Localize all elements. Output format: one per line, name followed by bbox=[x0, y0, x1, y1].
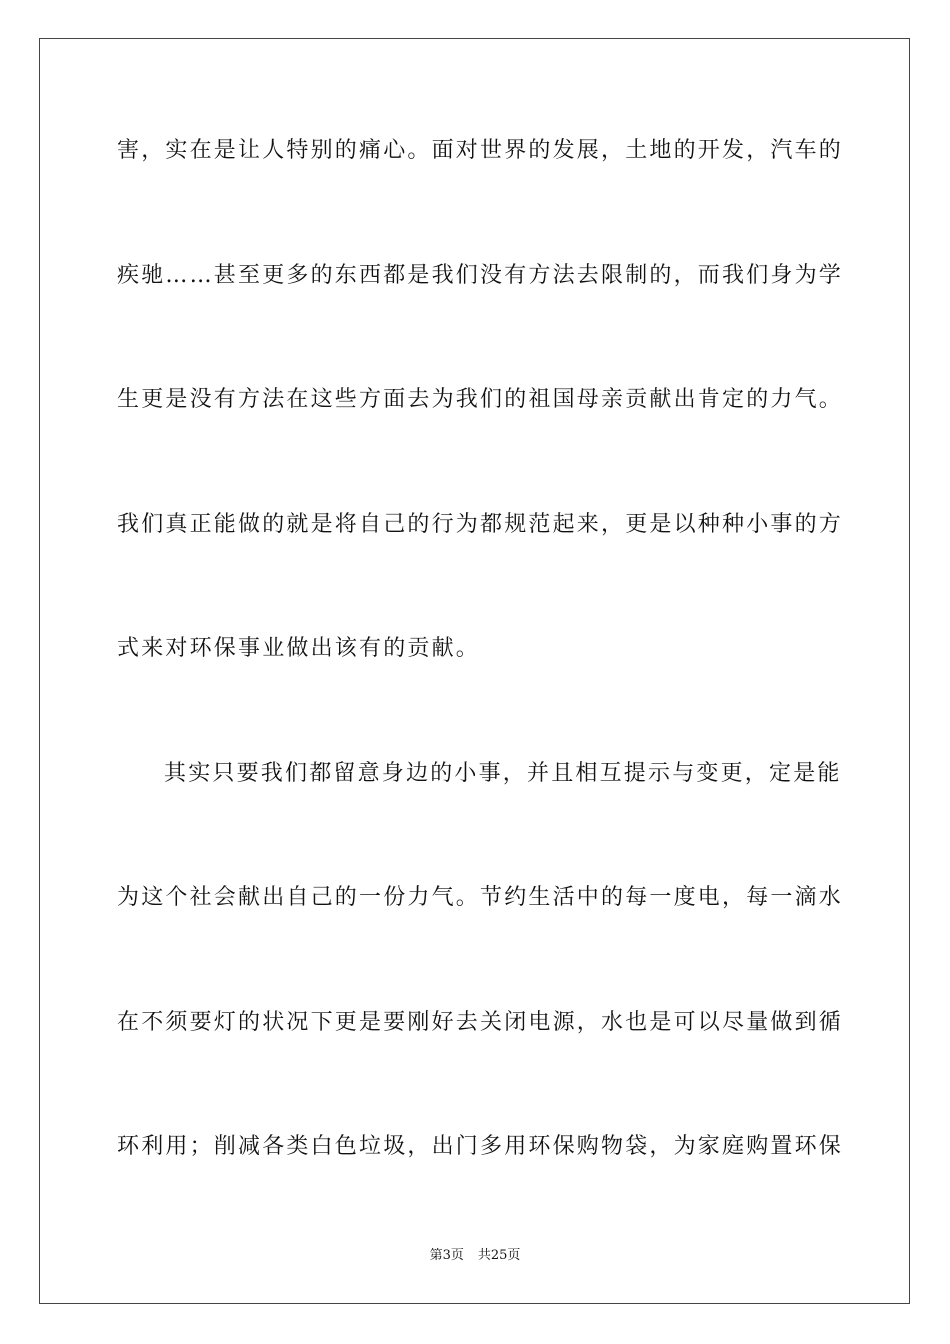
page-footer bbox=[0, 1247, 950, 1265]
paragraph-line: 式来对环保事业做出该有的贡献。 bbox=[117, 636, 481, 661]
paragraph-line: 疾驰……甚至更多的东西都是我们没有方法去限制的，而我们身为学 bbox=[117, 263, 844, 288]
paragraph-line: 我们真正能做的就是将自己的行为都规范起来，更是以种种小事的方 bbox=[117, 512, 844, 537]
paragraph-line: 害，实在是让人特别的痛心。面对世界的发展，土地的开发，汽车的 bbox=[117, 138, 844, 163]
paragraph-line: 在不须要灯的状况下更是要刚好去关闭电源，水也是可以尽量做到循 bbox=[117, 1010, 844, 1035]
paragraph-line: 生更是没有方法在这些方面去为我们的祖国母亲贡献出肯定的力气。 bbox=[117, 387, 844, 412]
page-total: 共25页 bbox=[477, 1248, 521, 1263]
paragraph-line: 为这个社会献出自己的一份力气。节约生活中的每一度电，每一滴水 bbox=[117, 885, 844, 910]
page-number: 第3页 bbox=[429, 1248, 464, 1263]
paragraph-line: 环利用；削减各类白色垃圾，出门多用环保购物袋，为家庭购置环保 bbox=[117, 1134, 844, 1159]
page-frame bbox=[39, 38, 910, 1304]
paragraph-line: 其实只要我们都留意身边的小事，并且相互提示与变更，定是能 bbox=[164, 761, 842, 786]
